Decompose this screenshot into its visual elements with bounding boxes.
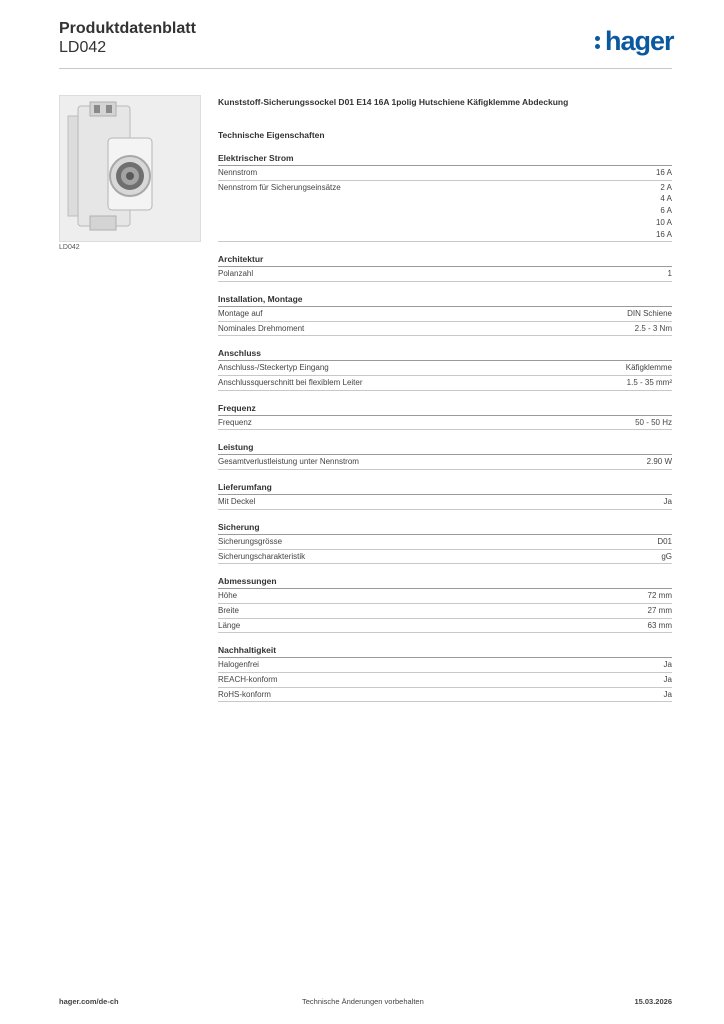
hager-logo: [595, 26, 674, 56]
spec-row: [218, 376, 672, 391]
spec-section: [218, 441, 672, 470]
spec-value-line: 27 mm: [647, 605, 672, 615]
spec-section: [218, 481, 672, 510]
spec-value-line: Ja: [663, 497, 672, 507]
spec-value: [627, 308, 672, 320]
spec-value-line: 16 A: [655, 229, 672, 239]
section-heading: Architektur: [218, 253, 672, 267]
spec-value-line: 2.90 W: [646, 457, 672, 467]
logo-text: hager: [605, 26, 674, 56]
spec-row: [218, 166, 672, 181]
spec-value: [647, 456, 672, 468]
spec-section: [218, 347, 672, 390]
spec-label: REACH-konform: [218, 675, 278, 685]
spec-row: [218, 658, 672, 673]
section-heading: Nachhaltigkeit: [218, 644, 672, 658]
page-footer: [59, 997, 672, 1009]
spec-row: [218, 322, 672, 337]
section-heading: Installation, Montage: [218, 293, 672, 307]
spec-label: Sicherungsgrösse: [218, 536, 283, 546]
spec-row: [218, 535, 672, 550]
spec-value: [648, 620, 672, 632]
spec-value: [626, 362, 672, 374]
spec-content: [218, 95, 672, 702]
spec-value-line: 16 A: [655, 168, 672, 177]
footer-notice: Technische Änderungen vorbehalten: [302, 997, 424, 1006]
spec-value-line: Ja: [663, 675, 672, 685]
spec-value-line: 2.5 - 3 Nm: [634, 323, 672, 333]
tech-properties-title: Technische Eigenschaften: [218, 130, 325, 140]
footer-website: hager.com/de-ch: [59, 997, 119, 1006]
spec-value-line: 50 - 50 Hz: [635, 417, 672, 427]
section-heading: Lieferumfang: [218, 481, 672, 495]
spec-section: [218, 293, 672, 336]
spec-row: [218, 416, 672, 431]
section-heading: Elektrischer Strom: [218, 152, 672, 166]
spec-value: [664, 689, 672, 701]
spec-row: [218, 361, 672, 376]
spec-row: [218, 307, 672, 322]
spec-value: [664, 659, 672, 671]
spec-value: [657, 536, 672, 548]
product-title: Kunststoff-Sicherungssockel D01 E14 16A 1polig Hutschiene Käfigklemme Abdeckung: [218, 97, 569, 107]
section-heading: Abmessungen: [218, 575, 672, 589]
spec-value: [648, 590, 672, 602]
spec-value-line: 4 A: [660, 194, 672, 204]
section-heading: Leistung: [218, 441, 672, 455]
spec-value-line: Ja: [663, 689, 672, 699]
spec-value: [656, 182, 672, 241]
spec-row: [218, 495, 672, 510]
spec-value-line: 1: [667, 269, 672, 279]
spec-section: [218, 402, 672, 431]
spec-value: [661, 551, 672, 563]
footer-date: 15.03.2026: [634, 997, 672, 1006]
page-title: Produktdatenblatt: [59, 20, 196, 37]
spec-value-line: Käfigklemme: [625, 363, 672, 373]
spec-value-line: 63 mm: [647, 620, 672, 630]
spec-value: [635, 417, 672, 429]
spec-row: [218, 688, 672, 703]
spec-row: [218, 550, 672, 565]
spec-label: Montage auf: [218, 308, 263, 318]
spec-row: [218, 589, 672, 604]
spec-value-line: 2 A: [660, 182, 672, 192]
spec-label: Anschlussquerschnitt bei flexiblem Leiter: [218, 378, 363, 388]
spec-value-line: DIN Schiene: [627, 308, 672, 318]
spec-value: [627, 377, 672, 389]
spec-row: [218, 455, 672, 470]
spec-section: [218, 521, 672, 564]
spec-section: [218, 575, 672, 633]
fuse-base-product-photo-icon: [60, 96, 200, 241]
spec-label: Nennstrom: [218, 168, 258, 177]
spec-label: Mit Deckel: [218, 497, 256, 507]
spec-label: Halogenfrei: [218, 660, 259, 670]
spec-value: [668, 268, 672, 280]
product-image: [59, 95, 201, 242]
spec-section: [218, 253, 672, 282]
spec-value: [648, 605, 672, 617]
spec-label: Höhe: [218, 591, 238, 601]
section-heading: Sicherung: [218, 521, 672, 535]
spec-value: [656, 167, 672, 179]
section-heading: Anschluss: [218, 347, 672, 361]
spec-label: Sicherungscharakteristik: [218, 551, 306, 561]
spec-label: Gesamtverlustleistung unter Nennstrom: [218, 457, 359, 467]
spec-label: Polanzahl: [218, 269, 254, 279]
spec-row: [218, 619, 672, 634]
spec-label: Länge: [218, 620, 241, 630]
spec-label: Frequenz: [218, 417, 252, 427]
spec-label: Anschluss-/Steckertyp Eingang: [218, 363, 329, 373]
spec-value: [664, 496, 672, 508]
spec-value-line: 6 A: [660, 206, 672, 216]
spec-value: [635, 323, 672, 335]
spec-row: [218, 267, 672, 282]
spec-value-line: 1.5 - 35 mm²: [626, 378, 672, 388]
spec-sections: [218, 152, 672, 702]
product-code: LD042: [59, 39, 107, 56]
spec-label: RoHS-konform: [218, 689, 271, 699]
spec-value-line: D01: [657, 536, 672, 546]
spec-section: [218, 644, 672, 702]
spec-value-line: 72 mm: [647, 591, 672, 601]
section-heading: Frequenz: [218, 402, 672, 416]
image-caption: LD042: [59, 244, 80, 251]
spec-value: [664, 674, 672, 686]
spec-label: Nominales Drehmoment: [218, 323, 305, 333]
spec-section: [218, 152, 672, 242]
header-divider: [59, 68, 672, 69]
logo-dots-icon: [595, 32, 603, 50]
spec-label: Nennstrom für Sicherungseinsätze: [218, 182, 341, 192]
spec-label: Breite: [218, 605, 239, 615]
spec-value-line: gG: [661, 551, 672, 561]
spec-value-line: Ja: [663, 660, 672, 670]
spec-row: [218, 604, 672, 619]
spec-row: [218, 181, 672, 243]
spec-row: [218, 673, 672, 688]
spec-value-line: 10 A: [655, 217, 672, 227]
